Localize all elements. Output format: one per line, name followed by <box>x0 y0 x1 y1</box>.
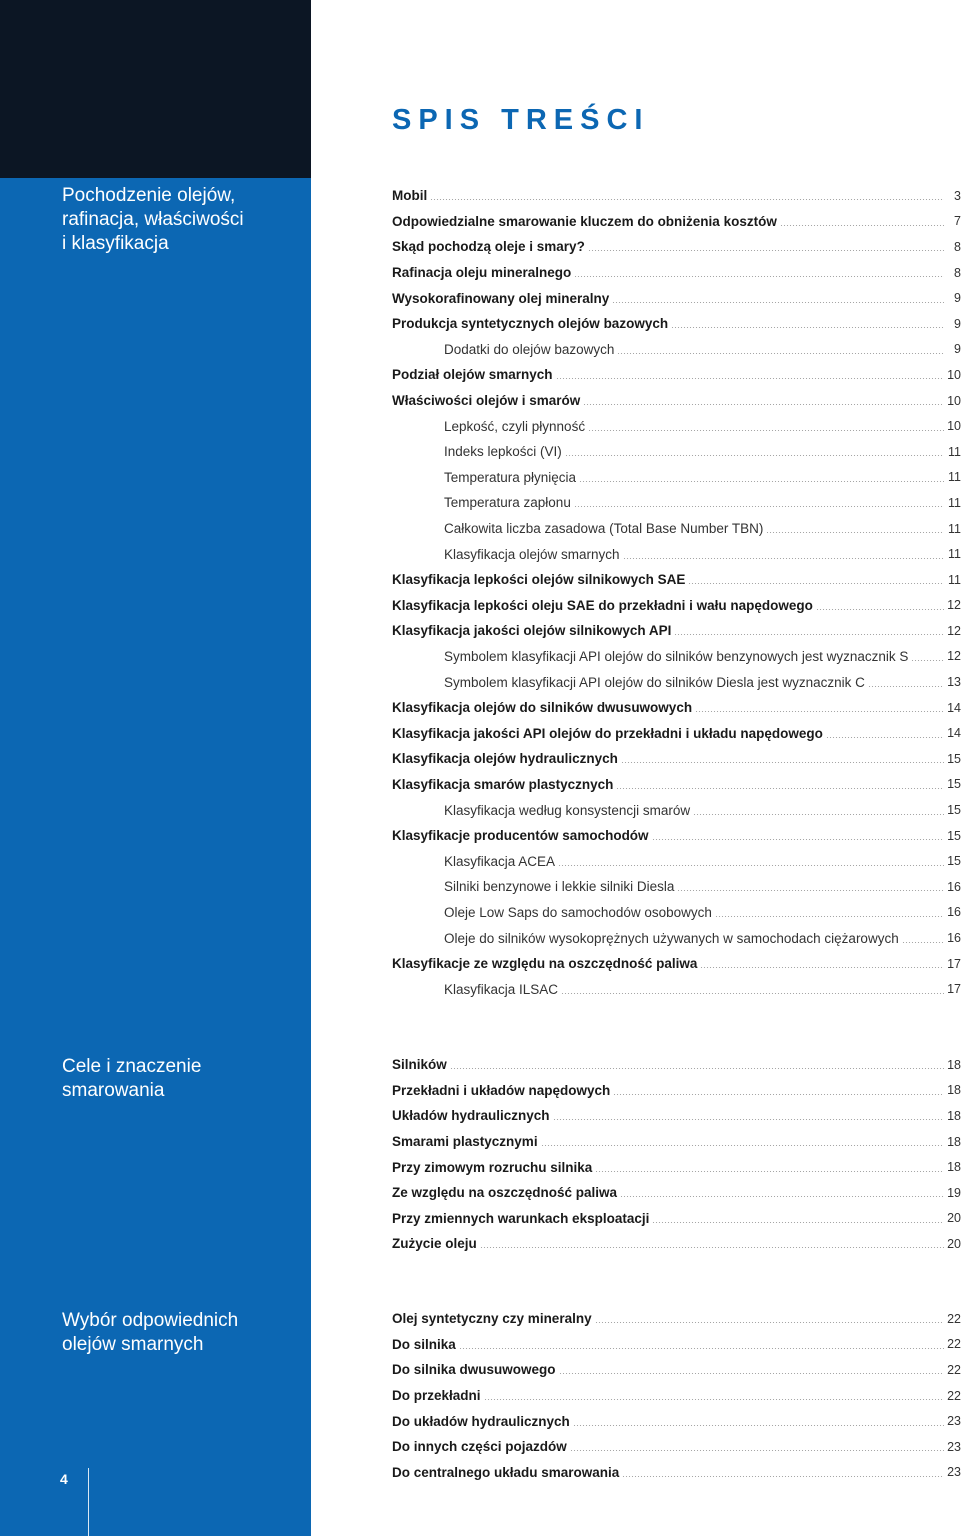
toc-entry-label: Symbolem klasyfikacji API olejów do silników Diesla jest wyznacznik C <box>444 674 865 690</box>
toc-leader-dots <box>558 865 944 866</box>
toc-entry[interactable] <box>392 1434 961 1460</box>
toc-entry[interactable] <box>392 746 961 772</box>
toc-entry-label: Produkcja syntetycznych olejów bazowych <box>392 316 669 332</box>
toc-entry-page: 15 <box>947 803 961 818</box>
page-number-rule <box>88 1468 89 1536</box>
toc-leader-dots <box>579 481 944 482</box>
toc-entry[interactable] <box>392 1052 961 1078</box>
toc-entry[interactable] <box>392 1383 961 1409</box>
toc-leader-dots <box>574 506 944 507</box>
toc-entry[interactable] <box>392 209 961 235</box>
section-title-origin <box>62 184 302 256</box>
toc-list-selection <box>392 1306 961 1485</box>
toc-leader-dots <box>588 430 944 431</box>
section-title-line: Cele i znaczenie <box>62 1056 202 1077</box>
toc-leader-dots <box>565 455 944 456</box>
toc-leader-dots <box>484 1399 944 1400</box>
toc-leader-dots <box>671 327 944 328</box>
toc-entry-page: 22 <box>947 1337 961 1352</box>
section-title-line: olejów smarnych <box>62 1334 204 1355</box>
toc-leader-dots <box>780 225 944 226</box>
toc-entry-page: 14 <box>947 726 961 741</box>
toc-entry-label: Klasyfikacja jakości olejów silnikowych API <box>392 623 672 639</box>
toc-entry-label: Smarami plastycznymi <box>392 1134 538 1150</box>
toc-leader-dots <box>616 788 944 789</box>
toc-leader-dots <box>459 1348 944 1349</box>
toc-entry-page: 10 <box>947 393 961 408</box>
page-title: SPIS TREŚCI <box>392 104 650 136</box>
toc-leader-dots <box>621 762 944 763</box>
toc-entry[interactable] <box>392 976 961 1002</box>
toc-entry-label: Symbolem klasyfikacji API olejów do silników benzynowych jest wyznacznik S <box>444 648 909 664</box>
toc-entry-page: 11 <box>948 444 961 459</box>
toc-leader-dots <box>816 609 944 610</box>
toc-entry[interactable] <box>392 874 961 900</box>
toc-entry-label: Układów hydraulicznych <box>392 1108 550 1124</box>
toc-entry-label: Oleje do silników wysokoprężnych używanych w samochodach ciężarowych <box>444 930 899 946</box>
toc-entry-label: Klasyfikacja smarów plastycznych <box>392 776 614 792</box>
toc-leader-dots <box>693 814 944 815</box>
toc-entry[interactable] <box>392 1306 961 1332</box>
toc-entry[interactable] <box>392 593 961 619</box>
toc-entry[interactable] <box>392 490 961 516</box>
toc-entry[interactable] <box>392 1460 961 1486</box>
toc-leader-dots <box>559 1373 944 1374</box>
toc-entry[interactable] <box>392 388 961 414</box>
toc-entry-label: Klasyfikacja olejów hydraulicznych <box>392 751 618 767</box>
toc-entry-label: Klasyfikacje producentów samochodów <box>392 828 649 844</box>
toc-leader-dots <box>556 378 944 379</box>
toc-entry-page: 16 <box>947 879 961 894</box>
toc-entry-page: 8 <box>954 239 961 254</box>
toc-entry-label: Temperatura zapłonu <box>444 495 571 511</box>
toc-entry-page: 18 <box>947 1108 961 1123</box>
toc-entry-page: 17 <box>947 982 961 997</box>
toc-entry[interactable] <box>392 1129 961 1155</box>
toc-entry-label: Klasyfikacja ACEA <box>444 853 556 869</box>
toc-entry[interactable] <box>392 1231 961 1257</box>
toc-entry-page: 14 <box>947 700 961 715</box>
toc-entry[interactable] <box>392 465 961 491</box>
toc-entry-label: Do innych części pojazdów <box>392 1439 567 1455</box>
toc-entry-page: 11 <box>948 547 961 562</box>
toc-entry-page: 9 <box>954 291 961 306</box>
toc-entry-page: 23 <box>947 1439 961 1454</box>
toc-entry-label: Dodatki do olejów bazowych <box>444 341 615 357</box>
toc-entry-label: Przy zmiennych warunkach eksploatacji <box>392 1210 650 1226</box>
toc-entry-label: Klasyfikacja olejów smarnych <box>444 546 620 562</box>
toc-entry-page: 9 <box>954 342 961 357</box>
toc-leader-dots <box>700 967 944 968</box>
toc-entry-label: Temperatura płynięcia <box>444 469 577 485</box>
toc-entry-label: Indeks lepkości (VI) <box>444 444 562 460</box>
toc-entry-label: Do centralnego układu smarowania <box>392 1464 620 1480</box>
toc-entry[interactable] <box>392 1206 961 1232</box>
toc-leader-dots <box>617 353 944 354</box>
toc-entry-label: Do silnika <box>392 1336 456 1352</box>
toc-entry-label: Odpowiedzialne smarowanie kluczem do obniżenia kosztów <box>392 213 777 229</box>
section-title-lubrication <box>62 1055 302 1103</box>
toc-entry-page: 11 <box>948 572 961 587</box>
toc-entry[interactable] <box>392 695 961 721</box>
toc-leader-dots <box>826 737 944 738</box>
toc-entry-page: 9 <box>954 316 961 331</box>
toc-entry-label: Wysokorafinowany olej mineralny <box>392 290 610 306</box>
toc-leader-dots <box>902 942 944 943</box>
toc-entry[interactable] <box>392 1408 961 1434</box>
section-title-line: i klasyfikacja <box>62 233 169 254</box>
toc-entry-page: 12 <box>947 623 961 638</box>
toc-entry[interactable] <box>392 516 961 542</box>
toc-entry-page: 11 <box>948 470 961 485</box>
toc-entry-label: Ze względu na oszczędność paliwa <box>392 1185 618 1201</box>
toc-entry-label: Mobil <box>392 188 428 204</box>
toc-leader-dots <box>583 404 944 405</box>
section-title-line: smarowania <box>62 1080 165 1101</box>
toc-entry-page: 15 <box>947 751 961 766</box>
toc-entry-label: Przy zimowym rozruchu silnika <box>392 1159 593 1175</box>
toc-entry[interactable] <box>392 1357 961 1383</box>
toc-entry-label: Rafinacja oleju mineralnego <box>392 265 572 281</box>
section-title-line: Pochodzenie olejów, <box>62 185 236 206</box>
toc-entry-label: Klasyfikacje ze względu na oszczędność paliwa <box>392 956 698 972</box>
toc-entry-page: 12 <box>947 649 961 664</box>
toc-entry-label: Klasyfikacja lepkości olejów silnikowych SAE <box>392 572 686 588</box>
toc-leader-dots <box>612 302 944 303</box>
toc-entry[interactable] <box>392 541 961 567</box>
toc-leader-dots <box>574 276 944 277</box>
toc-leader-dots <box>480 1247 944 1248</box>
left-header-band <box>0 0 311 178</box>
toc-leader-dots <box>677 890 944 891</box>
toc-entry-page: 22 <box>947 1388 961 1403</box>
toc-entry-label: Klasyfikacja olejów do silników dwusuwowych <box>392 700 693 716</box>
toc-entry-page: 22 <box>947 1311 961 1326</box>
toc-entry-page: 8 <box>954 265 961 280</box>
toc-entry[interactable] <box>392 1332 961 1358</box>
toc-entry-label: Olej syntetyczny czy mineralny <box>392 1311 592 1327</box>
toc-entry-label: Przekładni i układów napędowych <box>392 1082 611 1098</box>
toc-entry-label: Do silnika dwusuwowego <box>392 1362 556 1378</box>
toc-entry-page: 7 <box>954 214 961 229</box>
toc-entry-page: 18 <box>947 1160 961 1175</box>
toc-leader-dots <box>588 250 944 251</box>
toc-entry[interactable] <box>392 900 961 926</box>
toc-entry[interactable] <box>392 1180 961 1206</box>
toc-entry-page: 20 <box>947 1236 961 1251</box>
toc-entry-label: Do przekładni <box>392 1388 481 1404</box>
toc-leader-dots <box>620 1196 944 1197</box>
toc-entry-page: 10 <box>947 367 961 382</box>
toc-entry[interactable] <box>392 925 961 951</box>
toc-entry[interactable] <box>392 618 961 644</box>
page-number: 4 <box>60 1471 68 1487</box>
toc-entry-page: 17 <box>947 956 961 971</box>
toc-entry[interactable] <box>392 848 961 874</box>
toc-entry-page: 18 <box>947 1083 961 1098</box>
toc-entry-page: 16 <box>947 931 961 946</box>
toc-leader-dots <box>688 583 944 584</box>
toc-entry-label: Właściwości olejów i smarów <box>392 393 581 409</box>
toc-entry-label: Silniki benzynowe i lekkie silniki Diesla <box>444 879 675 895</box>
toc-entry[interactable] <box>392 362 961 388</box>
toc-leader-dots <box>561 993 944 994</box>
toc-entry[interactable] <box>392 183 961 209</box>
section-title-line: Wybór odpowiednich <box>62 1310 239 1331</box>
toc-entry[interactable] <box>392 311 961 337</box>
toc-entry-page: 16 <box>947 905 961 920</box>
toc-leader-dots <box>450 1068 944 1069</box>
toc-entry[interactable] <box>392 720 961 746</box>
toc-entry-page: 23 <box>947 1414 961 1429</box>
toc-leader-dots <box>430 199 944 200</box>
toc-entry[interactable] <box>392 567 961 593</box>
toc-leader-dots <box>623 558 944 559</box>
toc-entry-page: 11 <box>948 521 961 536</box>
toc-leader-dots <box>595 1171 944 1172</box>
toc-entry-label: Klasyfikacja jakości API olejów do przekładni i układu napędowego <box>392 725 823 741</box>
toc-entry[interactable] <box>392 772 961 798</box>
toc-entry-page: 10 <box>947 419 961 434</box>
toc-entry-page: 12 <box>947 598 961 613</box>
toc-entry[interactable] <box>392 951 961 977</box>
toc-entry-page: 18 <box>947 1057 961 1072</box>
toc-entry-label: Zużycie oleju <box>392 1236 477 1252</box>
toc-entry-label: Skąd pochodzą oleje i smary? <box>392 239 585 255</box>
toc-entry-label: Klasyfikacja według konsystencji smarów <box>444 802 691 818</box>
toc-entry[interactable] <box>392 337 961 363</box>
toc-leader-dots <box>652 839 944 840</box>
toc-entry[interactable] <box>392 260 961 286</box>
toc-entry-page: 23 <box>947 1465 961 1480</box>
toc-entry[interactable] <box>392 1154 961 1180</box>
toc-entry-page: 3 <box>954 188 961 203</box>
toc-entry-page: 13 <box>947 675 961 690</box>
toc-leader-dots <box>553 1119 944 1120</box>
toc-leader-dots <box>911 660 944 661</box>
toc-leader-dots <box>570 1450 944 1451</box>
toc-entry-page: 15 <box>947 777 961 792</box>
toc-leader-dots <box>573 1425 944 1426</box>
toc-entry-label: Do układów hydraulicznych <box>392 1413 570 1429</box>
toc-entry[interactable] <box>392 669 961 695</box>
toc-entry-page: 19 <box>947 1185 961 1200</box>
toc-leader-dots <box>715 916 944 917</box>
toc-entry-label: Oleje Low Saps do samochodów osobowych <box>444 904 712 920</box>
toc-entry[interactable] <box>392 823 961 849</box>
toc-leader-dots <box>622 1476 944 1477</box>
toc-entry[interactable] <box>392 1103 961 1129</box>
section-title-line: rafinacja, właściwości <box>62 209 244 230</box>
toc-entry-label: Lepkość, czyli płynność <box>444 418 586 434</box>
toc-list-origin <box>392 183 961 1002</box>
toc-entry[interactable] <box>392 1078 961 1104</box>
toc-entry-page: 20 <box>947 1211 961 1226</box>
toc-entry[interactable] <box>392 797 961 823</box>
toc-entry-page: 15 <box>947 828 961 843</box>
toc-entry-page: 15 <box>947 854 961 869</box>
toc-entry[interactable] <box>392 285 961 311</box>
toc-leader-dots <box>652 1222 944 1223</box>
toc-entry-page: 18 <box>947 1134 961 1149</box>
toc-leader-dots <box>595 1322 944 1323</box>
toc-entry[interactable] <box>392 439 961 465</box>
section-title-selection <box>62 1309 302 1357</box>
toc-leader-dots <box>613 1094 944 1095</box>
toc-leader-dots <box>868 686 944 687</box>
toc-entry-label: Klasyfikacja ILSAC <box>444 981 559 997</box>
toc-leader-dots <box>695 711 944 712</box>
toc-entry-label: Całkowita liczba zasadowa (Total Base Number TBN) <box>444 521 764 537</box>
toc-entry-label: Klasyfikacja lepkości oleju SAE do przekładni i wału napędowego <box>392 597 813 613</box>
toc-leader-dots <box>766 532 944 533</box>
toc-entry-page: 22 <box>947 1362 961 1377</box>
toc-leader-dots <box>541 1145 944 1146</box>
toc-entry[interactable] <box>392 413 961 439</box>
toc-entry[interactable] <box>392 644 961 670</box>
toc-list-lubrication <box>392 1052 961 1257</box>
toc-entry-page: 11 <box>948 495 961 510</box>
toc-entry-label: Silników <box>392 1057 447 1073</box>
toc-entry-label: Podział olejów smarnych <box>392 367 553 383</box>
toc-entry[interactable] <box>392 234 961 260</box>
toc-leader-dots <box>674 634 944 635</box>
